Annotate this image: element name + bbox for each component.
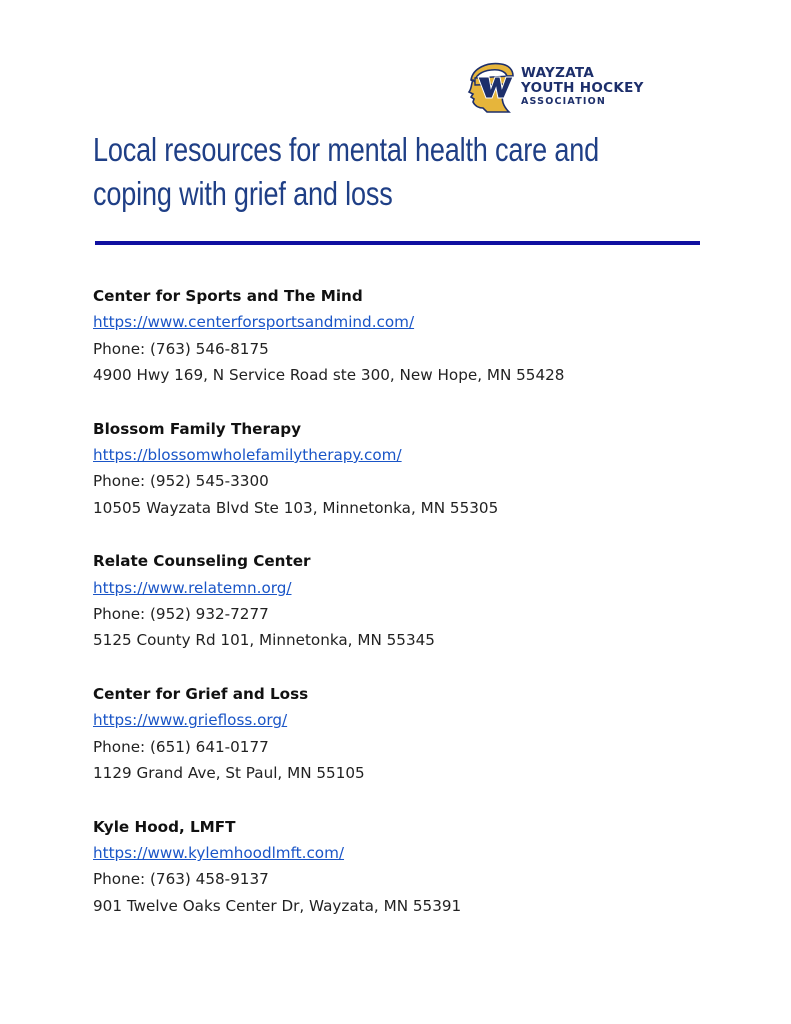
resource-address: 10505 Wayzata Blvd Ste 103, Minnetonka, MN 55305 <box>93 498 499 517</box>
resource-name: Center for Sports and The Mind <box>93 287 363 305</box>
resource-name: Kyle Hood, LMFT <box>93 817 236 836</box>
resource-entry <box>93 548 733 653</box>
resource-address: 4900 Hwy 169, N Service Road ste 300, New Hope, MN 55428 <box>93 365 565 384</box>
logo-line-1: WAYZATA <box>521 65 595 82</box>
resource-entry <box>93 681 733 786</box>
resource-entry <box>93 416 733 521</box>
title-divider <box>95 241 700 245</box>
resource-phone: Phone: (763) 546-8175 <box>93 339 269 358</box>
resource-link[interactable]: https://www.griefloss.org/ <box>93 711 288 730</box>
logo-line-2: YOUTH HOCKEY <box>521 79 644 96</box>
resource-name: Blossom Family Therapy <box>93 419 301 438</box>
resource-phone: Phone: (952) 545-3300 <box>93 472 269 491</box>
resource-phone: Phone: (651) 641-0177 <box>93 737 269 756</box>
resource-phone: Phone: (763) 458-9137 <box>93 870 269 889</box>
logo-line-3: ASSOCIATION <box>521 96 607 108</box>
resource-phone: Phone: (952) 932-7277 <box>93 604 269 623</box>
resource-entry <box>93 283 733 388</box>
resource-link[interactable]: https://www.relatemn.org/ <box>93 578 292 597</box>
page-title <box>93 128 600 216</box>
resource-name: Center for Grief and Loss <box>93 685 309 704</box>
resource-link[interactable]: https://blossomwholefamilytherapy.com/ <box>93 445 402 464</box>
resource-link[interactable]: https://www.centerforsportsandmind.com/ <box>93 313 415 332</box>
resource-name: Relate Counseling Center <box>93 552 311 571</box>
trojan-helmet-w-icon <box>463 60 515 114</box>
wyha-logo <box>463 60 644 114</box>
logo-text <box>521 67 644 107</box>
resource-address: 5125 County Rd 101, Minnetonka, MN 55345 <box>93 631 435 650</box>
page-title-line-2: coping with grief and loss <box>93 175 393 212</box>
resource-entry <box>93 814 733 919</box>
resource-address: 901 Twelve Oaks Center Dr, Wayzata, MN 55391 <box>93 896 462 915</box>
resource-list <box>93 283 733 946</box>
resource-link[interactable]: https://www.kylemhoodlmft.com/ <box>93 844 345 863</box>
page-title-line-1: Local resources for mental health care and <box>93 131 600 168</box>
resource-address: 1129 Grand Ave, St Paul, MN 55105 <box>93 763 365 782</box>
